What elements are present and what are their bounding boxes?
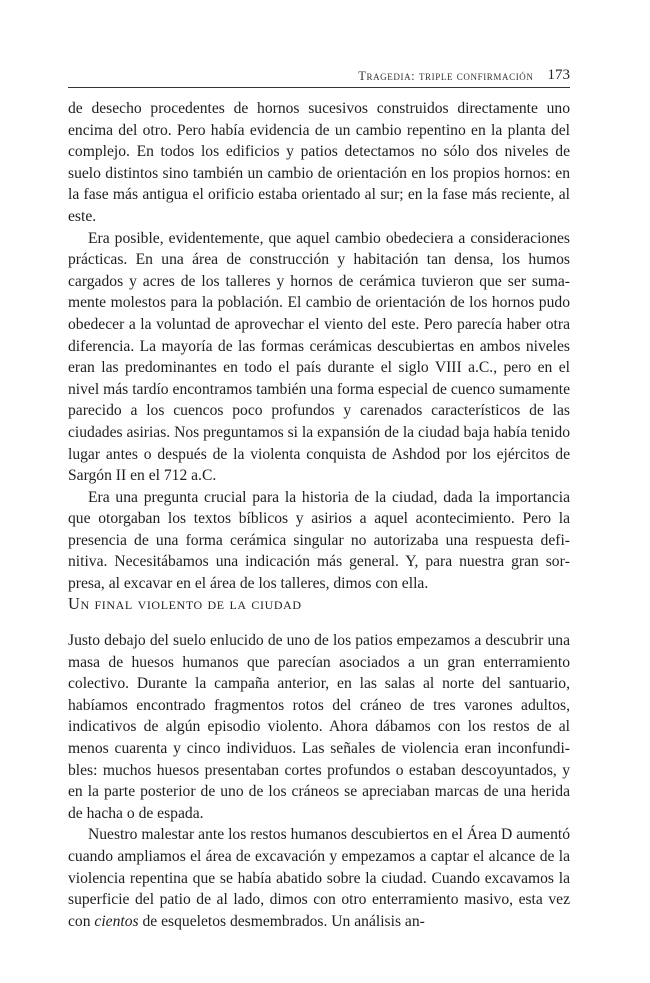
- running-header: [68, 66, 570, 88]
- emphasis-text: cientos: [94, 912, 139, 930]
- body-text-bottom: [68, 630, 570, 932]
- section-heading: Un final violento de la ciudad: [68, 594, 302, 613]
- paragraph: Era una pregunta crucial para la historia de la ciudad, dada la importancia que otorgaban los textos bíblicos y asirios a aquel acontecimiento. Pero la presencia de una forma cerámica singular no autorizaba una respuesta definitiva. Necesitábamos una indicación más general. Y, para nuestra gran sorpresa, al excavar en el área de los talleres, dimos con ella.: [68, 488, 570, 593]
- paragraph: [68, 824, 570, 932]
- paragraph-text: de esqueletos desmembrados. Un análisis an-: [138, 912, 425, 930]
- paragraph: Justo debajo del suelo enlucido de uno de los patios empezamos a descubrir una masa de huesos humanos que parecían asociados a un gran enterramiento colectivo. Durante la campaña anterior, en las salas al norte del santuario, habíamos encontrado fragmentos rotos del cráneo de tres varones adultos, indicativos de algún episodio violento. Ahora dábamos con los restos de al menos cuarenta y cinco individuos. Las señales de violencia eran inconfundibles: muchos huesos presentaban cortes profundos o estaban descoyuntados, y en la parte posterior de uno de los cráneos se apreciaban marcas de una herida de hacha o de espada.: [68, 632, 570, 822]
- paragraph-text: Nuestro malestar ante los restos humanos descubiertos en el Área D aumentó cuando ampliamos el área de excavación y empezamos a captar el alcance de la violencia repentina que se había abatido sobre la ciudad. Cuando excavamos la superficie del patio de al lado, dimos con otro enterramiento masivo, esta vez con: [68, 826, 570, 930]
- paragraph: Era posible, evidentemente, que aquel cambio obedeciera a consideraciones prácticas. En una área de construcción y habitación tan densa, los humos cargados y acres de los talleres y hornos de cerámica tuvieron que ser sumamente molestos para la población. El cambio de orientación de los hornos pudo obedecer a la voluntad de aprovechar el viento del este. Pero parecía haber otra diferencia. La mayoría de las formas cerámicas descubiertas en ambos niveles eran las predominantes en todo el país durante el siglo VIII a.C., pero en el nivel más tardío encontramos también una forma especial de cuenco sumamente parecido a los cuencos poco profundos y carenados característicos de las ciudades asirias. Nos preguntamos si la expansión de la ciudad baja había tenido lugar antes o después de la violenta conquista de Ashdod por los ejércitos de Sargón II en el 712 a.C.: [68, 229, 570, 485]
- page-number: 173: [547, 67, 570, 83]
- body-text-top: [68, 98, 570, 595]
- running-title: Tragedia: triple confirmación: [358, 69, 534, 83]
- paragraph: de desecho procedentes de hornos sucesivos construidos directamente uno encima del otro. Pero había evidencia de un cambio repentino en la planta del complejo. En todos los edificios y patios detectamos no sólo dos niveles de suelo distintos sino también un cambio de orientación en los propios hornos: en la fase más antigua el orificio estaba orientado al sur; en la fase más reciente, al este.: [68, 100, 570, 225]
